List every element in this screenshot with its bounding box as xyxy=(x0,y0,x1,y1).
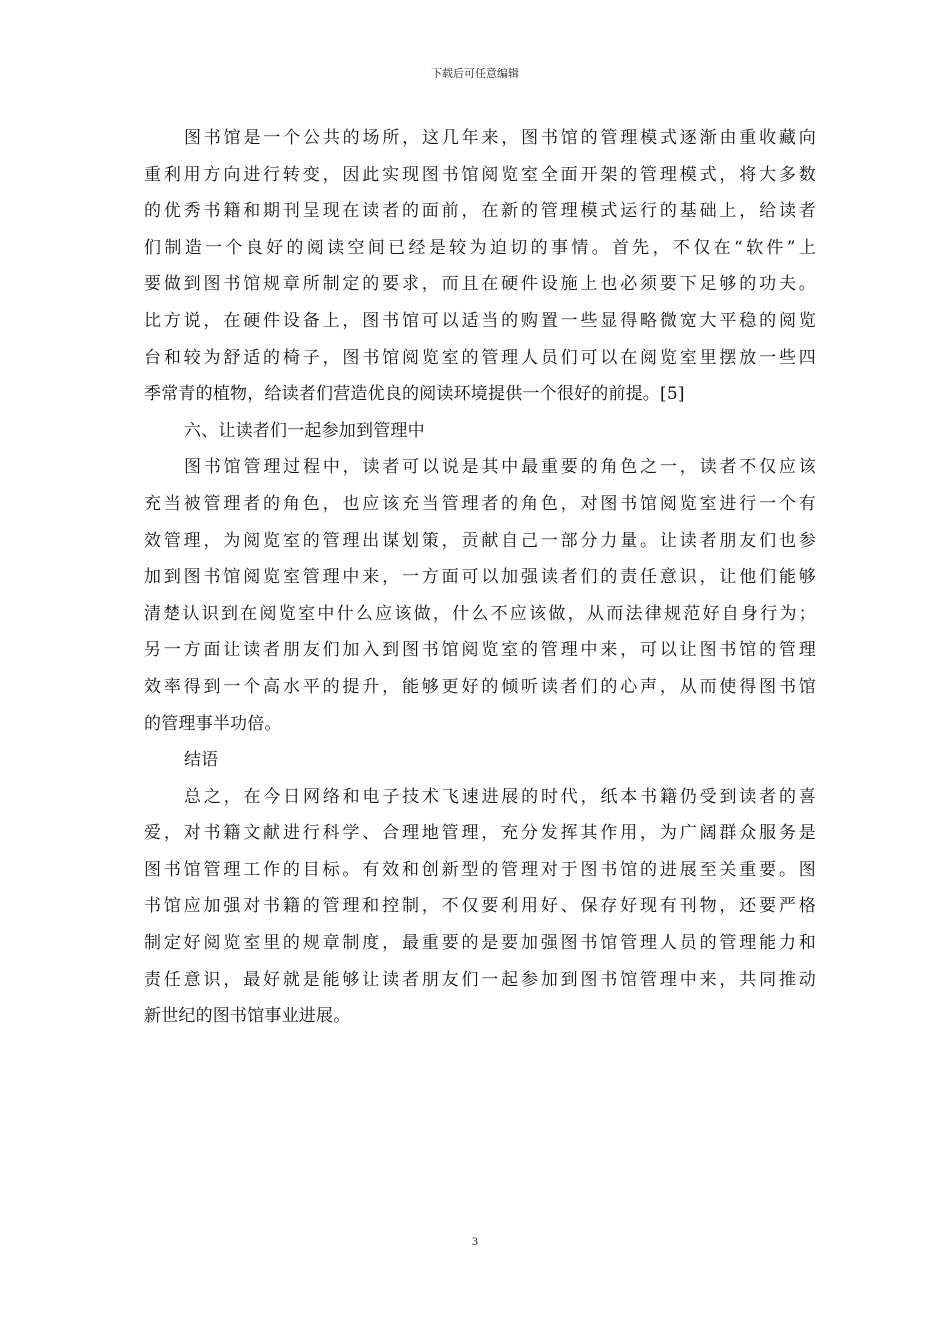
text-line: 图书馆管理工作的目标。有效和创新型的管理对于图书馆的进展至关重要。图 xyxy=(144,859,816,880)
text-line: 新世纪的图书馆事业进展。 xyxy=(144,1006,351,1027)
text-line: 效管理，为阅览室的管理出谋划策，贡献自己一部分力量。让读者朋友们也参 xyxy=(144,530,816,551)
heading-text: 结语 xyxy=(184,750,219,771)
text-line: 书馆应加强对书籍的管理和控制，不仅要利用好、保存好现有刊物，还要严格 xyxy=(144,896,816,917)
text-line: 清楚认识到在阅览室中什么应该做，什么不应该做，从而法律规范好自身行为； xyxy=(144,603,816,624)
text-line: 的管理事半功倍。 xyxy=(144,713,282,734)
section-heading-reader-participation xyxy=(144,413,816,450)
text-line: 爱，对书籍文献进行科学、合理地管理，充分发挥其作用，为广阔群众服务是 xyxy=(144,823,816,844)
text-line: 重利用方向进行转变，因此实现图书馆阅览室全面开架的管理模式，将大多数 xyxy=(144,164,816,185)
text-line: 加到图书馆阅览室管理中来，一方面可以加强读者们的责任意识，让他们能够 xyxy=(144,567,816,588)
text-line: 另一方面让读者朋友们加入到图书馆阅览室的管理中来，可以让图书馆的管理 xyxy=(144,640,816,661)
section-heading-conclusion xyxy=(144,742,816,779)
text-line: 们制造一个良好的阅读空间已经是较为迫切的事情。首先，不仅在“软件”上 xyxy=(144,237,816,258)
paragraph-library-layout xyxy=(144,120,816,413)
text-line: 季常青的植物，给读者们营造优良的阅读环境提供一个很好的前提。[5] xyxy=(144,384,685,405)
paragraph-reader-role xyxy=(144,449,816,742)
page-number: 3 xyxy=(472,1234,478,1248)
text-line: 制定好阅览室里的规章制度，最重要的是要加强图书馆管理人员的管理能力和 xyxy=(144,933,816,954)
text-line: 责任意识，最好就是能够让读者朋友们一起参加到图书馆管理中来，共同推动 xyxy=(144,969,816,990)
text-line: 总之，在今日网络和电子技术飞速进展的时代，纸本书籍仍受到读者的喜 xyxy=(184,786,816,807)
paragraph-conclusion xyxy=(144,779,816,1035)
document-body xyxy=(144,120,816,1035)
text-line: 要做到图书馆规章所制定的要求，而且在硬件设施上也必须要下足够的功夫。 xyxy=(144,274,816,295)
text-line: 效率得到一个高水平的提升，能够更好的倾听读者们的心声，从而使得图书馆 xyxy=(144,676,816,697)
text-line: 图书馆是一个公共的场所，这几年来，图书馆的管理模式逐渐由重收藏向 xyxy=(184,128,816,148)
text-line: 图书馆管理过程中，读者可以说是其中最重要的角色之一，读者不仅应该 xyxy=(184,457,816,478)
text-line: 台和较为舒适的椅子，图书馆阅览室的管理人员们可以在阅览室里摆放一些四 xyxy=(144,347,816,368)
page-header: 下载后可任意编辑 xyxy=(431,67,519,80)
text-line: 充当被管理者的角色，也应该充当管理者的角色，对图书馆阅览室进行一个有 xyxy=(144,493,816,514)
text-line: 的优秀书籍和期刊呈现在读者的面前，在新的管理模式运行的基础上，给读者 xyxy=(144,201,816,222)
text-line: 比方说，在硬件设备上，图书馆可以适当的购置一些显得略微宽大平稳的阅览 xyxy=(144,310,816,331)
heading-text: 六、让读者们一起参加到管理中 xyxy=(184,420,425,441)
